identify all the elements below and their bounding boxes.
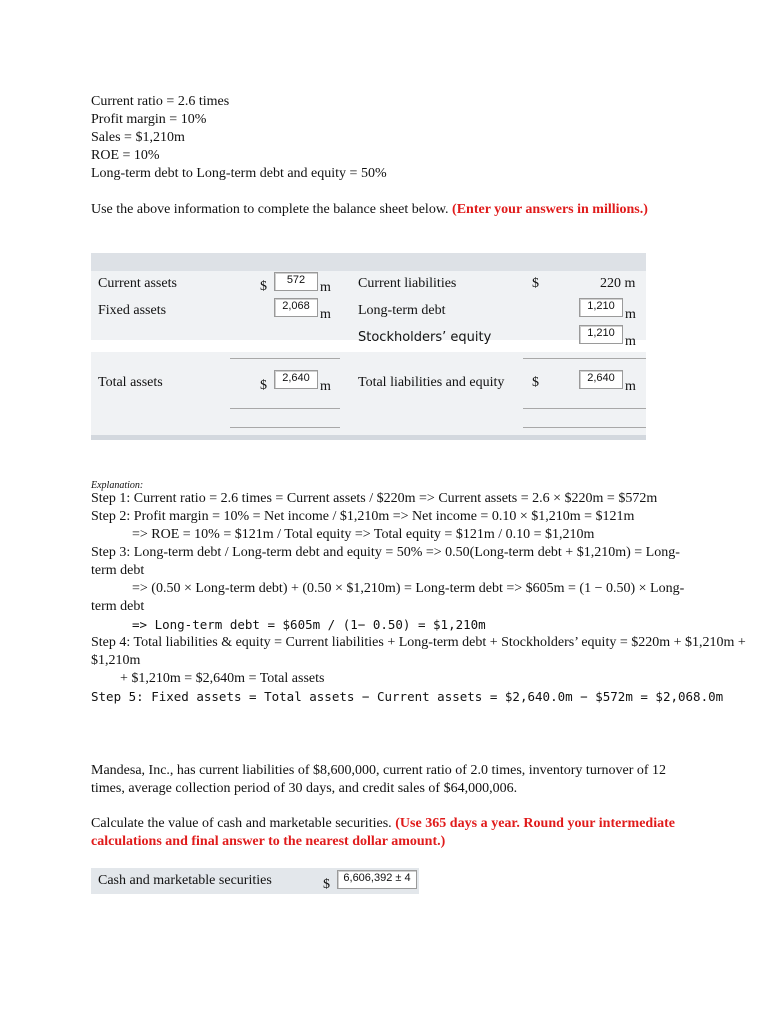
instruction-emphasis: (Enter your answers in millions.) <box>452 202 648 217</box>
stockholders-equity-input[interactable]: 1,210 <box>579 325 623 344</box>
total-rule-left-1 <box>230 408 340 409</box>
current-assets-input[interactable]: 572 <box>274 272 318 291</box>
step-4-continued: + $1,210m = $2,640m = Total assets <box>120 671 325 686</box>
long-term-debt-label: Long-term debt <box>358 303 446 318</box>
total-rule-right-2 <box>523 427 646 428</box>
step-3-wrap-1: term debt <box>91 563 145 578</box>
instruction-text: Use the above information to complete the balance sheet below. <box>91 202 453 217</box>
stockholders-equity-label: Stockholders’ equity <box>358 330 492 345</box>
given-profit-margin: Profit margin = 10% <box>91 112 207 127</box>
total-rule-right-1 <box>523 408 646 409</box>
total-assets-currency: $ <box>260 378 267 393</box>
long-term-debt-unit: m <box>625 307 636 322</box>
mandesa-problem: Mandesa, Inc., has current liabilities of $8,600,000, current ratio of 2.0 times, inventory turnover of 12 times, average collection period of 30 days, and credit sales of $64,000,006. <box>91 763 667 796</box>
given-current-ratio: Current ratio = 2.6 times <box>91 94 230 109</box>
long-term-debt-input[interactable]: 1,210 <box>579 298 623 317</box>
step-5: Step 5: Fixed assets = Total assets − Current assets = $2,640.0m − $572m = $2,068.0m <box>91 689 724 704</box>
total-assets-unit: m <box>320 379 331 394</box>
mandesa-instruction-text: Calculate the value of cash and marketable securities. <box>91 816 396 831</box>
cash-label: Cash and marketable securities <box>98 873 272 888</box>
current-liabilities-currency: $ <box>532 276 539 291</box>
balance-sheet-footer <box>91 435 646 440</box>
step-3-continued <box>91 580 768 598</box>
current-assets-unit: m <box>320 280 331 295</box>
given-debt-ratio: Long-term debt to Long-term debt and equity = 50% <box>91 166 387 181</box>
total-liabilities-unit: m <box>625 379 636 394</box>
total-assets-input[interactable]: 2,640 <box>274 370 318 389</box>
step-4: Step 4: Total liabilities & equity = Current liabilities + Long-term debt + Stockholders’ equity = $220m + $1,210m + <box>91 635 746 650</box>
fixed-assets-unit: m <box>320 307 331 322</box>
cash-answer-row <box>91 868 419 894</box>
explanation-title: Explanation: <box>91 480 144 491</box>
step-3: Step 3: Long-term debt / Long-term debt and equity = 50% => 0.50(Long-term debt + $1,210m) = Long- <box>91 545 680 560</box>
given-roe: ROE = 10% <box>91 148 160 163</box>
current-liabilities-value: 220 m <box>600 276 636 291</box>
subtotal-rule-left <box>230 358 340 359</box>
explanation-steps <box>91 490 768 706</box>
step-3-result: => Long-term debt = $605m / (1− 0.50) = $1,210m <box>132 617 486 632</box>
cash-input[interactable]: 6,606,392 ± 4 <box>337 870 417 889</box>
fixed-assets-input[interactable]: 2,068 <box>274 298 318 317</box>
given-sales: Sales = $1,210m <box>91 130 185 145</box>
instruction <box>91 201 651 219</box>
step-1: Step 1: Current ratio = 2.6 times = Current assets / $220m => Current assets = 2.6 × $220m = $572m <box>91 491 658 506</box>
total-rule-left-2 <box>230 427 340 428</box>
total-liabilities-input[interactable]: 2,640 <box>579 370 623 389</box>
step-2: Step 2: Profit margin = 10% = Net income / $1,210m => Net income = 0.10 × $1,210m = $121m <box>91 509 635 524</box>
step-3-wrap-2: term debt <box>91 599 145 614</box>
total-assets-label: Total assets <box>98 375 163 390</box>
given-information <box>91 93 387 183</box>
mandesa-instruction <box>91 815 675 851</box>
total-liabilities-label: Total liabilities and equity <box>358 375 505 390</box>
stockholders-equity-unit: m <box>625 334 636 349</box>
current-assets-currency: $ <box>260 279 267 294</box>
fixed-assets-label: Fixed assets <box>98 303 167 318</box>
step-4-wrap: $1,210m <box>91 653 141 668</box>
current-liabilities-label: Current liabilities <box>358 276 457 291</box>
step-2-continued: => ROE = 10% = $121m / Total equity => Total equity = $121m / 0.10 = $1,210m <box>132 527 595 542</box>
subtotal-rule-right <box>523 358 646 359</box>
mandesa-instruction-emphasis: (Use 365 days a year. Round your intermediate calculations and final answer to the nearest dollar amount.) <box>91 816 675 849</box>
balance-sheet <box>91 253 646 440</box>
balance-sheet-header <box>91 253 646 271</box>
cash-currency: $ <box>323 877 330 892</box>
current-assets-label: Current assets <box>98 276 177 291</box>
total-liabilities-currency: $ <box>532 375 539 390</box>
step-3-continued-text: => (0.50 × Long-term debt) + (0.50 × $1,210m) = Long-term debt => $605m = (1 − 0.50) × Long- <box>132 581 685 596</box>
